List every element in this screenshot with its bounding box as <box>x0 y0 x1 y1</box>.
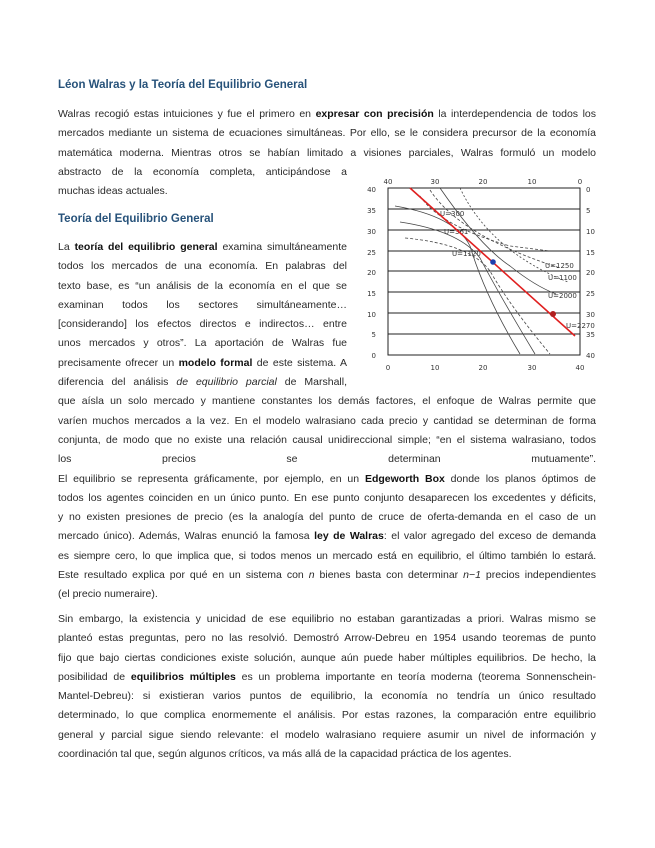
line <box>58 105 596 124</box>
line: [considerando] los efectos directos e indirectos… entre <box>58 318 347 331</box>
line: unos mercados y otros”. La aportación de Walras fue <box>58 337 347 350</box>
right-tick: 30 <box>586 311 595 319</box>
top-tick-labels <box>384 178 583 186</box>
text: Este resultado explica por qué en un sistema con <box>58 569 309 582</box>
bottom-tick-labels <box>386 364 585 372</box>
line: que aísla un solo mercado y mantiene constantes los demás factores, el enfoque de Walras permite que <box>58 395 596 408</box>
line: todos los mercados de una economía. En palabras del <box>58 260 347 273</box>
line: muchas ideas actuales. <box>58 185 168 198</box>
line: matemática moderna. Mientras otros se habían limitado a visiones parciales, Walras formuló un modelo <box>58 146 596 159</box>
right-tick-labels <box>586 186 595 360</box>
left-tick: 10 <box>367 311 376 319</box>
curve-label: U=300 <box>440 210 465 218</box>
text: precisamente ofrecer un <box>58 356 179 369</box>
left-tick: 25 <box>367 249 376 257</box>
emphasis: ley de Walras <box>314 530 384 543</box>
line: texto base, es “un análisis de la economía en el que se <box>58 279 347 292</box>
top-tick: 10 <box>527 178 537 186</box>
left-tick: 40 <box>367 186 376 194</box>
line: planteó estas preguntas, pero no las resolvió. Demostró Arrow-Debreu en 1954 usando teoremas de punto <box>58 632 596 645</box>
text: precios independientes <box>480 569 596 582</box>
curve-label: U=2270 <box>566 322 595 330</box>
curve-label: U=1120 <box>452 250 481 258</box>
line: todos los agentes coinciden en un único punto. En ese punto conjunto desaparecen los excedentes y déficits, <box>58 491 596 504</box>
right-tick: 10 <box>586 228 595 236</box>
text: es un problema importante en teoría moderna (teorema Sonnenschein- <box>235 670 596 683</box>
left-tick: 20 <box>367 269 376 277</box>
right-tick: 35 <box>586 331 595 339</box>
endowment-point <box>550 311 556 317</box>
text: posibilidad de <box>58 670 131 683</box>
section-heading-walras: Léon Walras y la Teoría del Equilibrio General <box>58 79 308 91</box>
top-tick: 20 <box>478 178 488 186</box>
text: donde los planos óptimos de <box>444 472 596 485</box>
left-tick: 5 <box>371 331 376 339</box>
curve-label: U=1250 <box>545 262 574 270</box>
line: Mantel-Debreu): si existieran varios puntos de equilibrio, la economía no tendría un único resultado <box>58 690 596 703</box>
curve-label: U=1100 <box>548 274 577 282</box>
emphasis: equilibrios múltiples <box>130 670 236 683</box>
line <box>58 238 347 257</box>
text: El equilibrio se representa gráficamente, por ejemplo, en un <box>58 472 365 485</box>
bottom-tick: 40 <box>575 364 585 372</box>
text: mercado único). Además, Walras enunció la famosa <box>58 530 315 543</box>
left-tick: 30 <box>367 228 376 236</box>
paragraph-existencia <box>58 610 596 764</box>
top-tick: 40 <box>383 178 393 186</box>
emphasis-italic: de equilibrio parcial <box>176 376 277 389</box>
emphasis: expresar con precisión <box>315 108 434 120</box>
bottom-tick: 10 <box>430 364 440 372</box>
line: es siempre cero, lo que implica que, si todos menos un mercado está en equilibrio, el último también lo estará. <box>58 549 596 562</box>
left-tick: 35 <box>367 207 376 215</box>
line: (el precio numeraire). <box>58 588 158 601</box>
line <box>58 668 596 687</box>
right-tick: 5 <box>586 207 591 215</box>
text: La <box>58 241 75 253</box>
line: general y parcial sigue siendo relevante: el modelo walrasiano requiere asumir un nivel de información y <box>58 728 596 741</box>
text: examina simultáneamente <box>217 241 347 253</box>
bottom-tick: 30 <box>527 364 537 372</box>
left-tick: 0 <box>371 352 376 360</box>
line: Sin embargo, la existencia y unicidad de ese equilibrio no estaban garantizadas a priori. Walras mismo se <box>58 613 596 625</box>
right-tick: 20 <box>586 269 595 277</box>
curve-label: U=361 <box>444 228 469 236</box>
line: varíen muchos mercados a la vez. En el modelo walrasiano cada precio y cantidad se determinan de forma <box>58 414 596 427</box>
line: coordinación tal que, según algunos críticos, va más allá de la capacidad práctica de los agentes. <box>58 748 512 761</box>
line: mercados mediante un sistema de ecuaciones simultáneas. Por ello, se le considera precursor de la economía <box>58 127 596 140</box>
line: determinado, lo que complica enormemente el análisis. Por estas razones, la comparación entre equilibrio <box>58 709 596 722</box>
emphasis-italic: n <box>308 569 315 582</box>
indifference-curves-b <box>395 206 550 354</box>
text: la interdependencia de todos los <box>433 108 596 120</box>
line: examinan todos los sectores simultáneamente… <box>58 298 347 311</box>
line: y no existen presiones de precio (es la analogía del punto de cruce de oferta-demanda en el caso de un <box>58 511 596 524</box>
curve <box>420 196 550 251</box>
curve-label: U=2000 <box>548 292 577 300</box>
text: de Marshall, <box>276 376 347 389</box>
text: diferencia del análisis <box>58 376 177 389</box>
text: Walras recogió estas intuiciones y fue el primero en <box>58 108 316 120</box>
text: : el valor agregado del exceso de demanda <box>383 530 597 543</box>
left-tick: 15 <box>367 290 376 298</box>
line <box>58 566 596 585</box>
emphasis: teoría del equilibrio general <box>74 241 218 253</box>
line <box>58 470 596 489</box>
line <box>58 373 347 392</box>
bottom-tick: 20 <box>478 364 488 372</box>
curve <box>440 188 556 294</box>
line <box>58 354 347 373</box>
text: de este sistema. A <box>252 356 347 369</box>
emphasis: modelo formal <box>178 356 253 369</box>
top-tick: 30 <box>430 178 440 186</box>
section-heading-equilibrio: Teoría del Equilibrio General <box>58 213 214 225</box>
box-frame <box>388 188 580 355</box>
top-tick: 0 <box>577 178 583 186</box>
emphasis: Edgeworth Box <box>364 472 445 485</box>
line: los precios se determinan mutuamente”. <box>58 453 596 466</box>
line: conjunta, de modo que no existe una relación causal unidireccional simple; “en el sistema walrasiano, todos <box>58 433 596 446</box>
text: bienes basta con determinar <box>314 569 464 582</box>
line: abstracto de la economía completa, anticipándose a <box>58 165 347 178</box>
emphasis-italic: n−1 <box>463 569 481 582</box>
right-tick: 0 <box>586 186 591 194</box>
right-tick: 25 <box>586 290 595 298</box>
bottom-tick: 0 <box>385 364 391 372</box>
curve-labels <box>440 210 595 330</box>
left-tick-labels <box>367 186 376 360</box>
equilibrium-point <box>490 259 496 265</box>
right-tick: 15 <box>586 249 595 257</box>
line <box>58 527 596 546</box>
edgeworth-box-figure <box>360 176 608 374</box>
right-tick: 40 <box>586 352 595 360</box>
line: fijo que bajo ciertas condiciones existe solución, aunque aún puede haber múltiples equilibrios. De hecho, la <box>58 651 596 664</box>
